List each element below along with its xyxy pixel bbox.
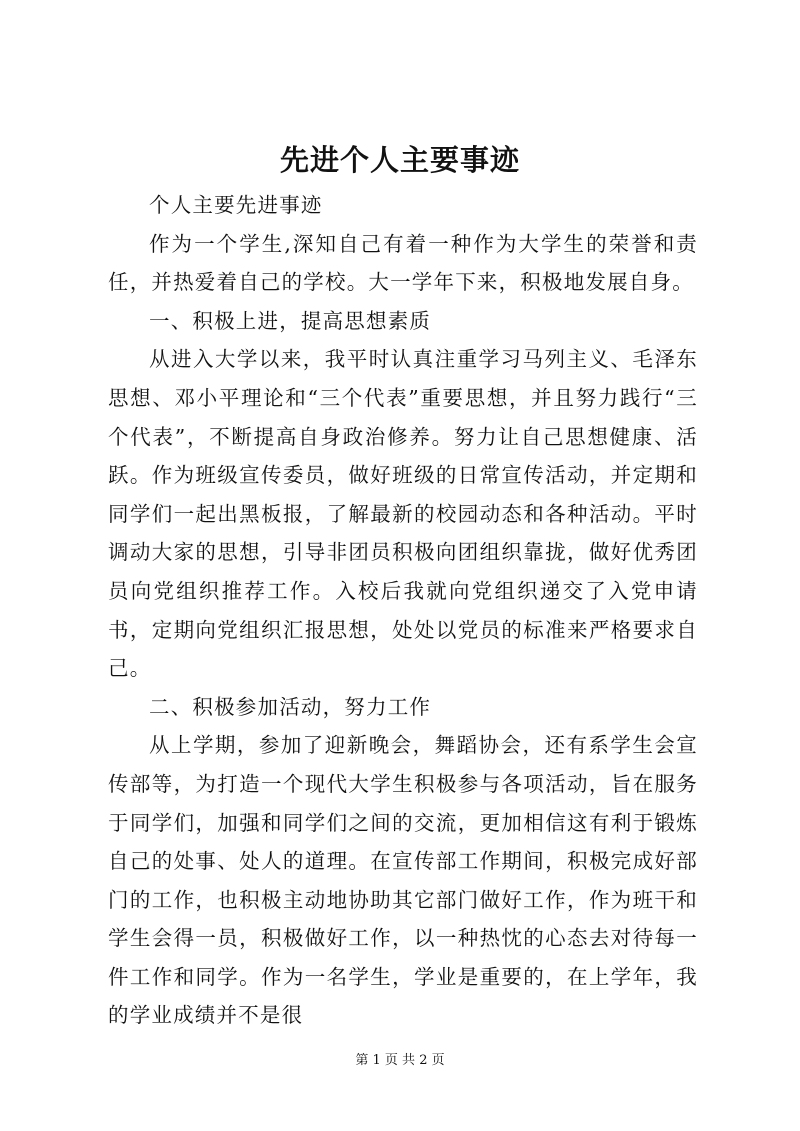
section-heading-2: 二、积极参加活动，努力工作	[149, 694, 432, 719]
paragraph-section-1: 从进入大学以来，我平时认真注重学习马列主义、毛泽东思想、邓小平理论和“三个代表”重要思想，并且努力践行“三个代表”，不断提高自身政治修养。努力让自己思想健康、活跃。作为班级宣传委员，做好班级的日常宣传活动，并定期和同学们一起出黑板报，了解最新的校园动态和各种活动。平时调动大家的思想，引导非团员积极向团组织靠拢，做好优秀团员向党组织推荐工作。入校后我就向党组织递交了入党申请书，定期向党组织汇报思想，处处以党员的标准来严格要求自己。	[108, 347, 698, 681]
document-title: 先进个人主要事迹	[279, 143, 520, 177]
section-heading-1: 一、积极上进，提高思想素质	[149, 308, 432, 333]
page-footer: 第 1 页 共 2 页	[355, 1053, 445, 1068]
document-body	[108, 186, 698, 1035]
paragraph-heading-intro: 个人主要先进事迹	[149, 193, 323, 217]
paragraph-intro: 作为一个学生,深知自己有着一种作为大学生的荣誉和责任，并热爱着自己的学校。大一学年下来，积极地发展自身。	[108, 231, 698, 295]
paragraph-section-2: 从上学期，参加了迎新晚会，舞蹈协会，还有系学生会宣传部等，为打造一个现代大学生积极参与各项活动，旨在服务于同学们，加强和同学们之间的交流，更加相信这有利于锻炼自己的处事、处人的道理。在宣传部工作期间，积极完成好部门的工作，也积极主动地协助其它部门做好工作，作为班干和学生会得一员，积极做好工作，以一种热忱的心态去对待每一件工作和同学。作为一名学生，学业是重要的，在上学年，我的学业成绩并不是很	[108, 733, 698, 1028]
